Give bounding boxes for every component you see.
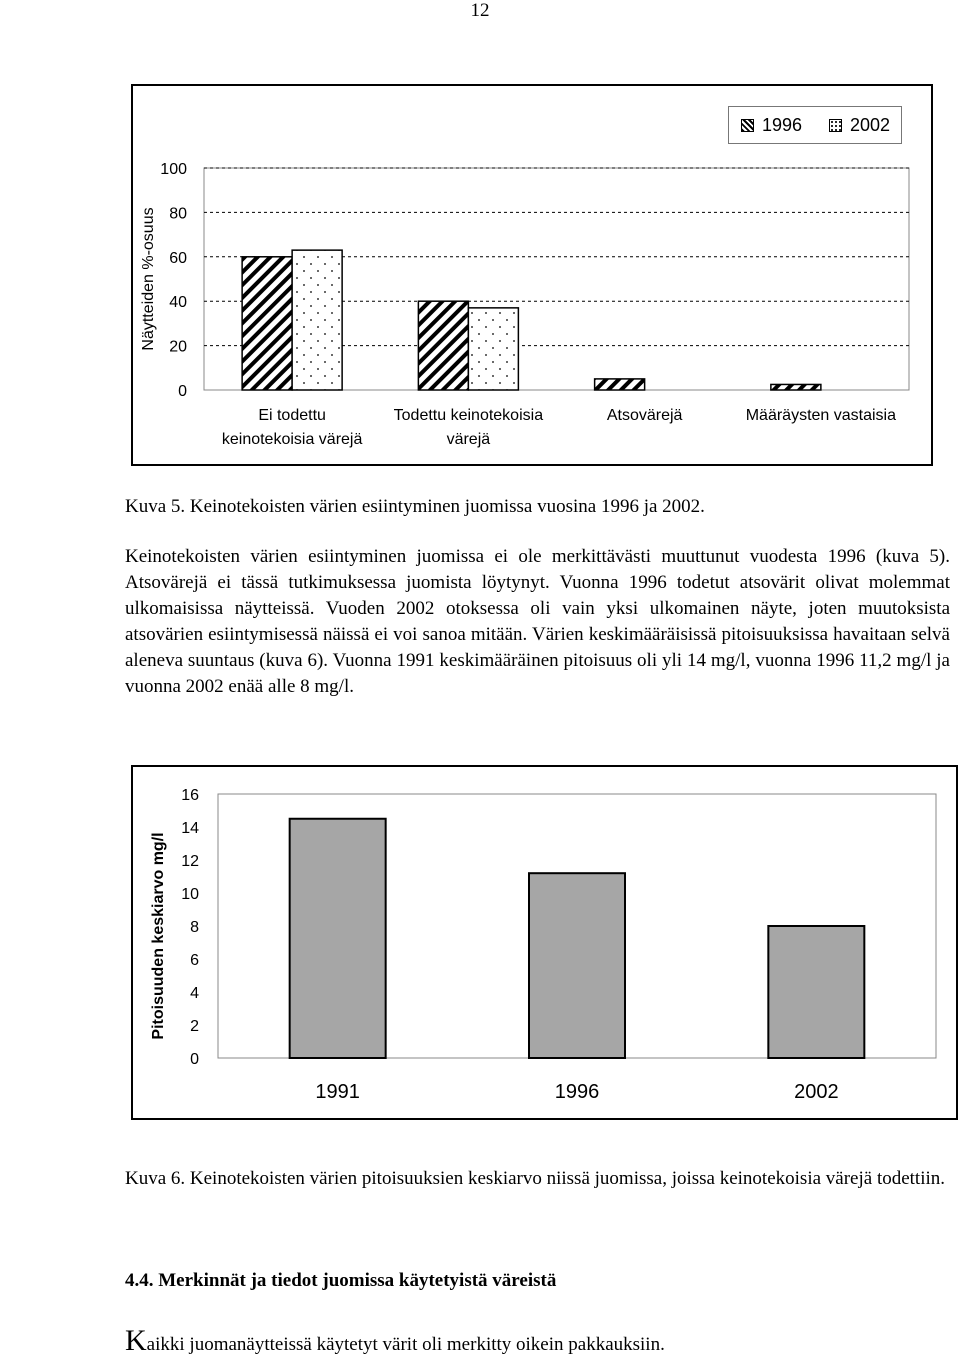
x-category-label: 1991 [315,1081,360,1103]
y-tick-label: 12 [181,853,199,870]
y-tick-label: 100 [160,161,187,178]
y-tick-label: 2 [190,1018,199,1035]
legend-swatch-dots [829,119,842,132]
bar-1996 [529,873,625,1058]
y-tick-label: 14 [181,820,199,837]
y-tick-label: 16 [181,787,199,804]
bar-2002 [768,926,864,1058]
initial-letter: K [125,1324,147,1357]
figure-6-chart [131,765,958,1120]
legend-label: 2002 [850,115,891,135]
legend-label: 1996 [762,115,803,135]
y-tick-label: 6 [190,952,199,969]
x-category-label: Todettu keinotekoisia [393,407,544,424]
x-category-label: Atsovärejä [606,407,683,424]
bar-1996 [242,257,292,390]
page-number: 12 [470,0,490,21]
y-tick-label: 4 [190,985,199,1002]
legend-swatch-hatch [741,119,754,132]
figure-5-caption: Kuva 5. Keinotekoisten värien esiintyminen juomissa vuosina 1996 ja 2002. [125,496,705,517]
y-tick-label: 0 [190,1051,199,1068]
y-tick-label: 40 [169,294,187,312]
x-category-label: Ei todettu [258,407,326,424]
y-axis-label: Pitoisuuden keskiarvo mg/l [150,832,167,1040]
y-tick-label: 10 [181,886,199,903]
legend-item-2002 [829,115,890,136]
x-category-label: värejä [446,431,491,448]
bar-1996 [595,379,645,390]
bar-1996 [771,384,821,390]
chart-legend [728,106,902,144]
bar-1991 [290,819,386,1058]
paragraph-text: aikki juomanäytteissä käytetyt värit oli merkitty oikein pakkauksiin. [146,1334,665,1355]
x-category-label: keinotekoisia värejä [221,431,363,448]
x-category-label: Määräysten vastaisia [745,407,897,424]
figure-6-chart-svg [133,767,956,1118]
bar-2002 [468,308,518,390]
y-tick-label: 0 [178,383,187,400]
bar-1996 [418,301,468,390]
x-category-label: 2002 [794,1081,839,1103]
x-category-label: 1996 [554,1081,600,1103]
bar-2002 [292,250,342,390]
section-heading: 4.4. Merkinnät ja tiedot juomissa käytetyistä väreistä [125,1270,557,1291]
legend-item-1996 [741,115,802,136]
y-tick-label: 60 [169,249,187,267]
y-tick-label: 20 [169,338,187,356]
figure-5-chart [131,84,933,466]
y-tick-label: 8 [190,919,199,936]
paragraph-start [125,1324,665,1358]
y-tick-label: 80 [169,205,187,223]
figure-6-caption: Kuva 6. Keinotekoisten värien pitoisuuksien keskiarvo niissä juomissa, joissa keinotekoisia värejä todettiin. [125,1168,946,1189]
body-paragraph: Keinotekoisten värien esiintyminen juomissa ei ole merkittävästi muuttunut vuodesta 1996 (kuva 5). Atsovärejä ei tässä tutkimuksessa juomista löytynyt. Vuonna 1996 todetut atsovärit olivat molemmat ulkomaisissa näytteissä. Vuoden 2002 otoksessa oli vain yksi ulkomainen näyte, joten muutoksista atsovärien esiintymisessä näissä ei voi sanoa mitään. Värien keskimääräisissä pitoisuuksissa havaitaan selvä aleneva suuntaus (kuva 6). Vuonna 1991 keskimääräinen pitoisuus oli yli 14 mg/l, vuonna 1996 11,2 mg/l ja vuonna 2002 enää alle 8 mg/l. [125,546,950,697]
y-axis-label: Näytteiden %-osuus [140,207,157,351]
